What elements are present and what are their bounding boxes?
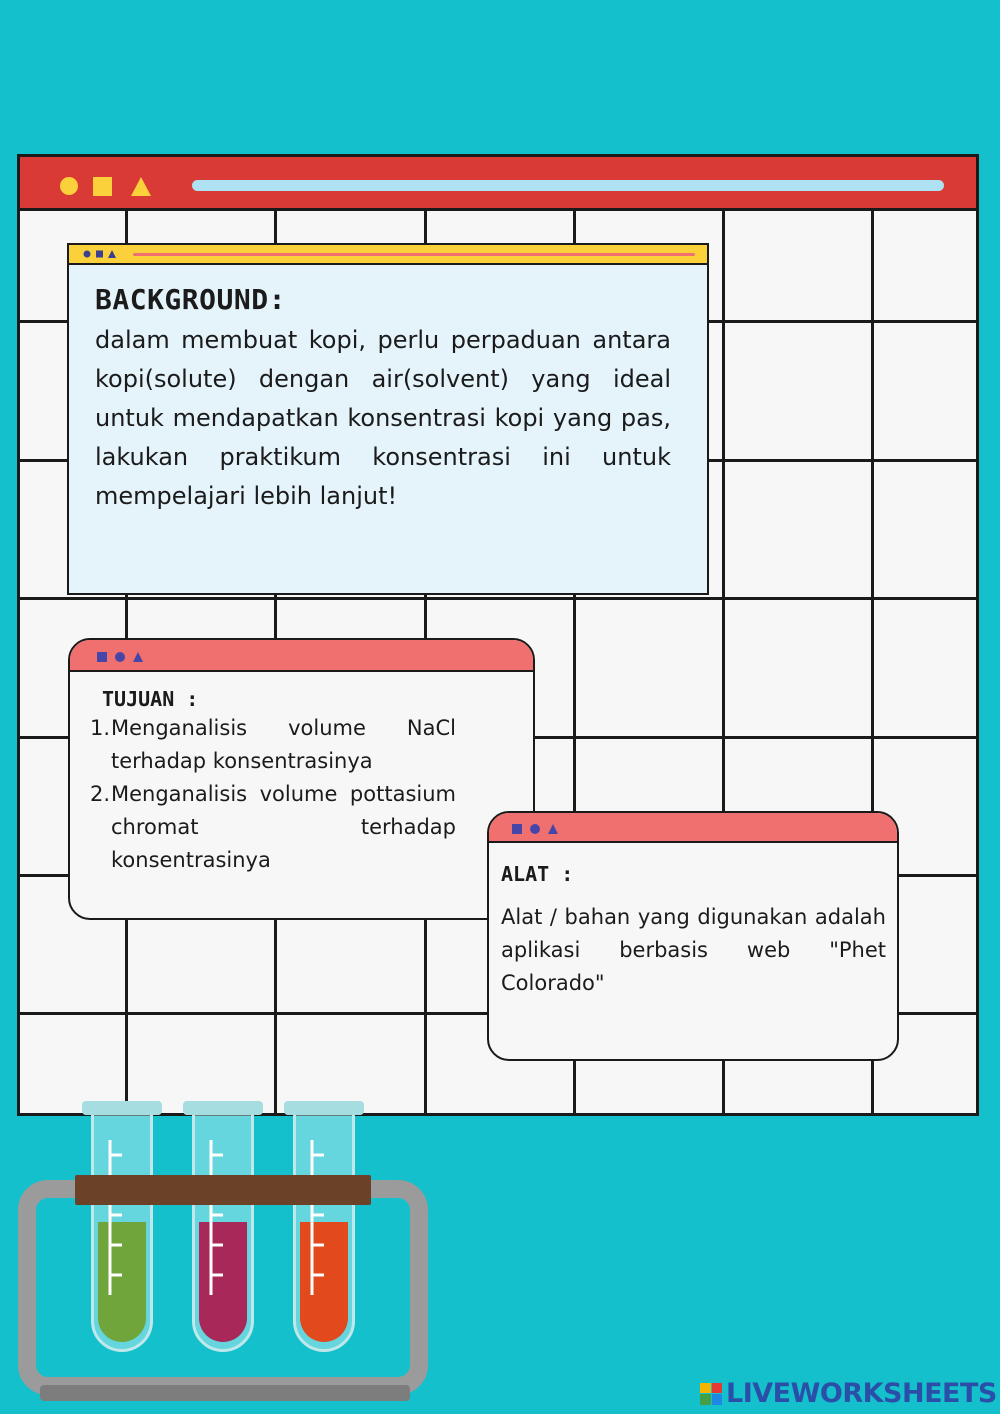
address-bar — [192, 180, 944, 191]
alat-card — [487, 811, 899, 1061]
card-title-bar — [489, 813, 897, 843]
card-address-bar — [133, 253, 695, 256]
triangle-icon — [548, 824, 558, 834]
background-heading: BACKGROUND: — [95, 283, 286, 316]
alat-text: Alat / bahan yang digunakan adalah aplikasi berbasis web "Phet Colorado" — [501, 905, 886, 995]
test-tube-rack-icon — [10, 1095, 440, 1414]
square-icon — [512, 824, 522, 834]
alat-heading: ALAT : — [501, 862, 574, 886]
square-icon — [93, 177, 112, 196]
circle-icon — [115, 652, 125, 662]
window-controls — [58, 175, 154, 197]
background-text: dalam membuat kopi, perlu perpaduan antara kopi(solute) dengan air(solvent) yang ideal untuk mendapatkan konsentrasi kopi yang pas, lakukan praktikum konsentrasi ini untuk mempelajari lebih lanjut! — [95, 326, 671, 510]
card-window-controls — [511, 822, 563, 836]
card-window-controls — [83, 249, 123, 259]
liveworksheets-watermark — [700, 1378, 997, 1409]
tujuan-list — [86, 712, 456, 877]
list-item — [86, 712, 456, 778]
square-icon — [97, 652, 107, 662]
list-item-text: Menganalisis volume NaCl terhadap konsentrasinya — [111, 716, 456, 773]
grid-line — [20, 597, 976, 600]
tujuan-heading: TUJUAN : — [102, 687, 199, 711]
watermark-text: LIVEWORKSHEETS — [726, 1378, 997, 1409]
card-title-bar — [70, 640, 533, 672]
circle-icon — [84, 251, 91, 258]
triangle-icon — [133, 652, 143, 662]
list-item — [86, 778, 456, 877]
tube-markings — [10, 1095, 440, 1414]
list-item-number: 1. — [89, 716, 110, 740]
circle-icon — [530, 824, 540, 834]
square-icon — [96, 251, 103, 258]
background-card — [67, 243, 709, 595]
frame-title-bar — [20, 157, 976, 211]
circle-icon — [60, 177, 78, 195]
list-item-number: 2. — [89, 782, 110, 806]
triangle-icon — [108, 250, 116, 258]
rack-holder-bar — [75, 1175, 371, 1205]
list-item-text: Menganalisis volume pottasium chromat terhadap konsentrasinya — [111, 782, 456, 872]
tujuan-card — [68, 638, 535, 920]
triangle-icon — [131, 177, 151, 196]
card-title-bar — [69, 245, 707, 265]
liveworksheets-logo-icon — [700, 1383, 722, 1405]
card-window-controls — [96, 650, 148, 664]
